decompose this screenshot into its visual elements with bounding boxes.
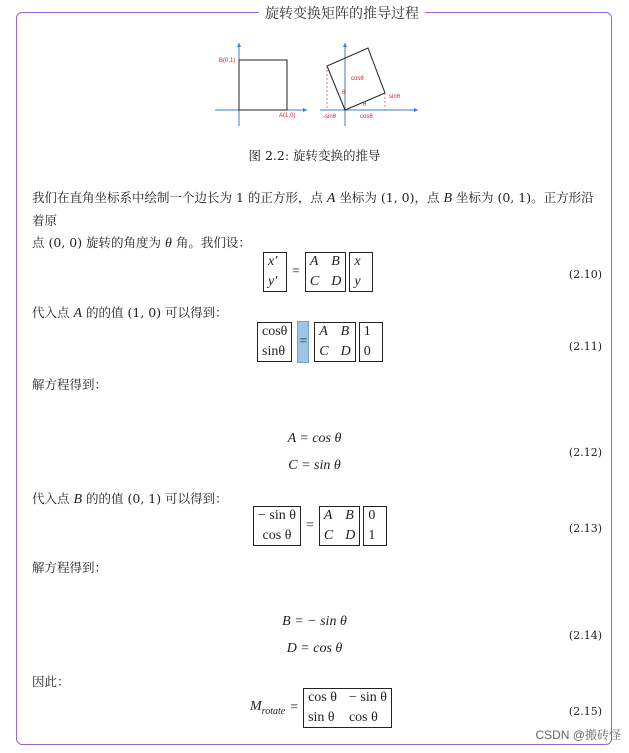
equation-2-12-line1: A = cos θ	[287, 431, 342, 446]
eq-number-2-11: (2.11)	[568, 340, 602, 353]
label-a: A(1,0)	[279, 113, 296, 119]
eq-number-2-12: (2.12)	[568, 446, 602, 459]
equation-2-14-line2: D = cos θ	[286, 641, 343, 656]
eq-number-2-10: (2.10)	[568, 268, 602, 281]
lhs-vector: x′ y′	[263, 252, 287, 292]
substitute-a: 代入点 A 的的值 (1, 0) 可以得到：	[32, 305, 228, 321]
label-sin-theta: sinθ	[389, 94, 401, 100]
label-theta-2: θ	[363, 102, 367, 108]
highlighted-equals: =	[297, 321, 309, 363]
m-rotate: $M_{rotate}$	[250, 699, 286, 717]
label-neg-sin: -sinθ	[323, 114, 337, 120]
frame-title: 旋转变换矩阵的推导过程	[259, 3, 425, 23]
equation-2-11	[257, 321, 383, 363]
equation-2-15: $M_{rotate}$ = cos θ − sin θ sin θ cos θ	[250, 688, 392, 728]
equation-2-12-line2: C = sin θ	[288, 458, 341, 473]
label-theta-1: θ	[342, 90, 346, 96]
rotation-matrix: cos θ − sin θ sin θ cos θ	[303, 688, 392, 728]
label-cos-bottom: cosθ	[360, 114, 373, 120]
rhs-vector: 1 0	[359, 322, 383, 362]
rotation-figure	[215, 38, 420, 128]
coef-matrix: A B C D	[305, 252, 346, 292]
equation-2-14-line1: B = − sin θ	[282, 614, 347, 629]
substitute-b: 代入点 B 的的值 (0, 1) 可以得到：	[32, 491, 228, 507]
label-b: B(0,1)	[219, 58, 236, 64]
lhs-vector: − sin θ cos θ	[253, 506, 301, 546]
lhs-vector: cosθ sinθ	[257, 322, 292, 362]
equation-2-13: − sin θ cos θ = A B C D 0 1	[253, 506, 387, 546]
watermark: CSDN @搬砖怪	[535, 728, 621, 742]
eq-number-2-14: (2.14)	[568, 629, 602, 642]
eq-number-2-15: (2.15)	[568, 705, 602, 718]
rhs-vector: x y	[349, 252, 373, 292]
solve-text-2: 解方程得到：	[32, 560, 108, 575]
figure-caption: 图 2.2: 旋转变换的推导	[248, 148, 381, 163]
therefore-text: 因此：	[32, 674, 70, 689]
eq-number-2-13: (2.13)	[568, 522, 602, 535]
label-cos-theta: cosθ	[351, 76, 364, 82]
coef-matrix: A B C D	[314, 322, 355, 362]
equation-2-10: x′ y′ = A B C D x y	[263, 252, 373, 292]
unit-square	[239, 60, 287, 110]
solve-text-1: 解方程得到：	[32, 377, 108, 392]
intro-paragraph: 我们在直角坐标系中绘制一个边长为 1 的正方形，点 A 坐标为 (1, 0)，点 B 坐标为 (0, 1)。正方形沿着原 点 (0, 0) 旋转的角度为 θ 角。我们设：	[32, 190, 594, 251]
coef-matrix: A B C D	[319, 506, 360, 546]
rhs-vector: 0 1	[363, 506, 387, 546]
